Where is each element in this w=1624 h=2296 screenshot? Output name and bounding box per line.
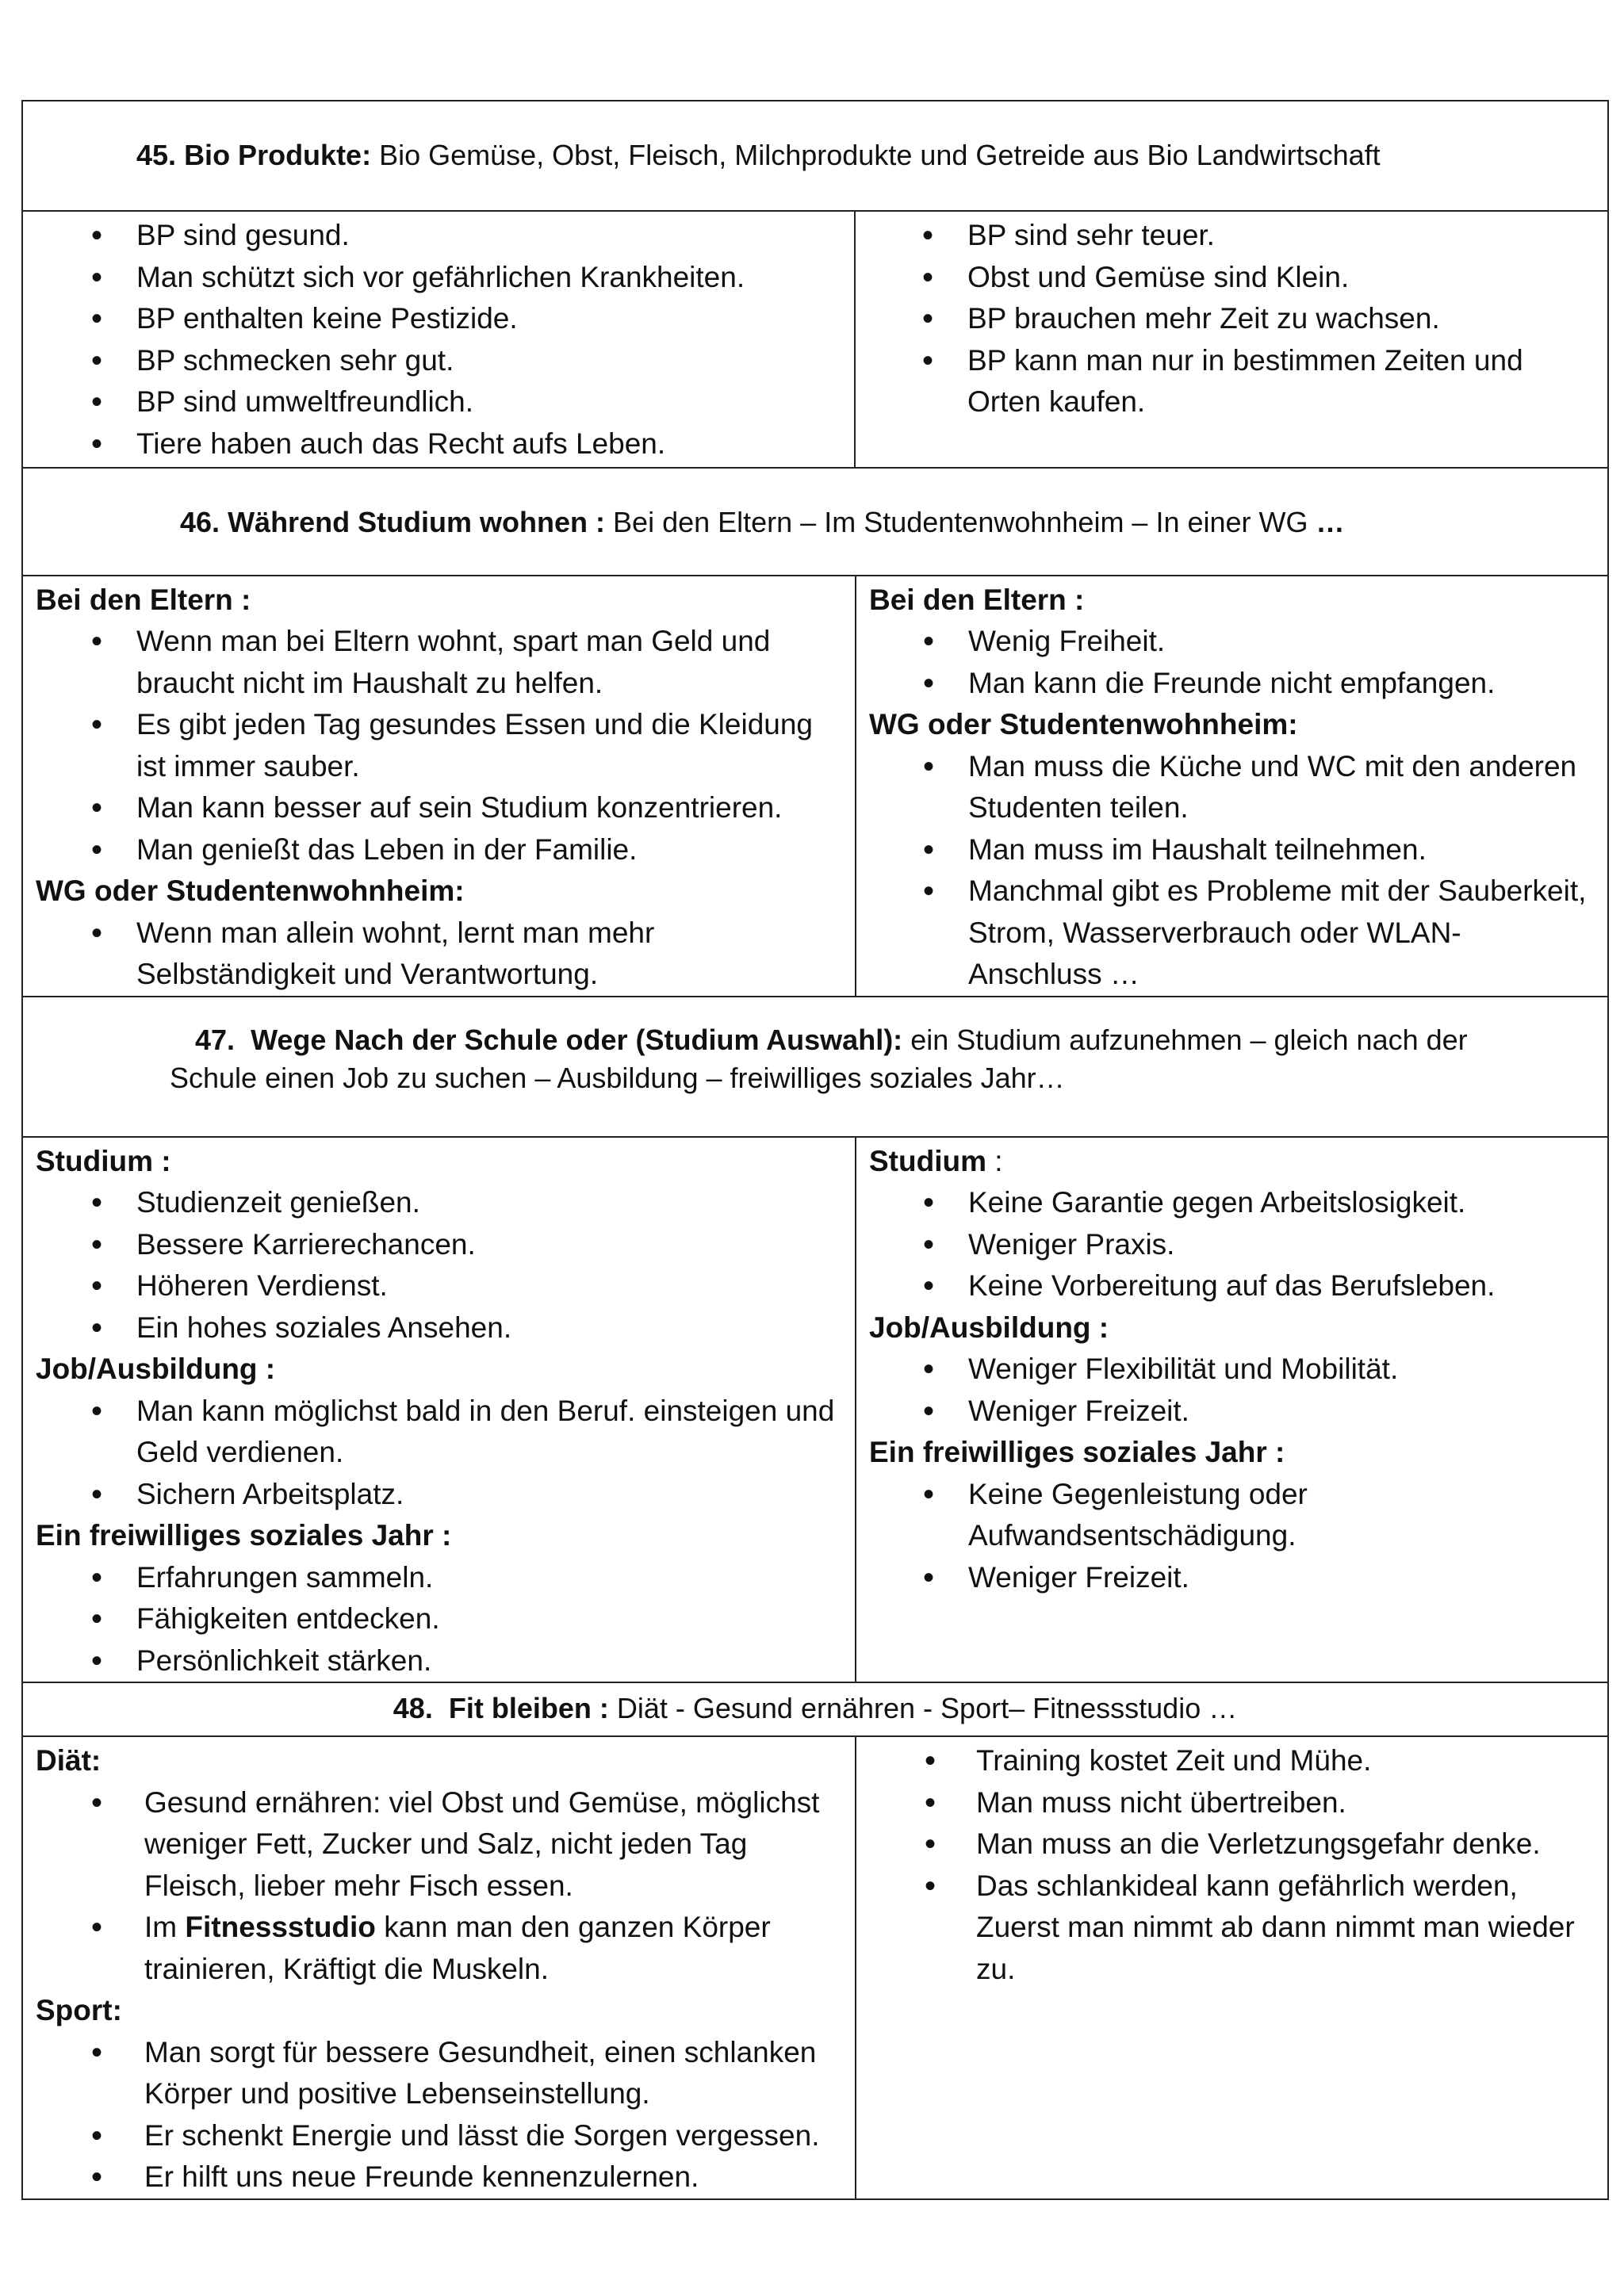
section-46-subtitle-end: … bbox=[1316, 505, 1345, 538]
list-item: • Fähigkeiten entdecken. bbox=[36, 1598, 842, 1640]
section-48-subtitle: Diät - Gesund ernähren - Sport– Fitnessstudio … bbox=[608, 1692, 1238, 1724]
section-45-heading-row bbox=[22, 101, 1608, 211]
group-heading: Bei den Eltern : bbox=[869, 583, 1085, 616]
section-47-cons bbox=[856, 1137, 1608, 1683]
list-item: • Studienzeit genießen. bbox=[36, 1182, 842, 1224]
section-47-pros-list-3 bbox=[36, 1557, 842, 1682]
section-48-cons bbox=[856, 1736, 1608, 2199]
list-item: • Das schlankideal kann gefährlich werden, Zuerst man nimmt ab dann nimmt man wieder zu. bbox=[869, 1866, 1595, 1991]
group-heading: Diät: bbox=[36, 1744, 102, 1777]
list-item: • Man muss im Haushalt teilnehmen. bbox=[869, 829, 1595, 871]
list-item: • Weniger Freizeit. bbox=[869, 1557, 1595, 1599]
list-item: • BP sind gesund. bbox=[36, 215, 841, 257]
list-item: • Es gibt jeden Tag gesundes Essen und die Kleidung ist immer sauber. bbox=[36, 704, 842, 787]
section-47-pros-list-1 bbox=[36, 1182, 842, 1349]
pros-cons-table bbox=[21, 100, 1609, 469]
section-45-number: 45. bbox=[136, 139, 177, 171]
section-48-heading bbox=[22, 1682, 1608, 1736]
section-47-subtitle: ein Studium aufzunehmen – gleich nach der Schule einen Job zu suchen – Ausbildung – freiwilliges soziales Jahr… bbox=[170, 1023, 1468, 1094]
section-46-cons-list-1 bbox=[869, 621, 1595, 704]
section-47-pros bbox=[22, 1137, 856, 1683]
section-48-heading-row bbox=[22, 1682, 1608, 1736]
section-48-pros bbox=[22, 1736, 856, 2199]
list-item: • Man genießt das Leben in der Familie. bbox=[36, 829, 842, 871]
list-item: • Manchmal gibt es Probleme mit der Sauberkeit, Strom, Wasserverbrauch oder WLAN-Anschluss … bbox=[869, 871, 1595, 996]
list-item: • Keine Gegenleistung oder Aufwandsentschädigung. bbox=[869, 1474, 1595, 1557]
list-item: • Obst und Gemüse sind Klein. bbox=[868, 257, 1595, 299]
section-46-pros-list-2 bbox=[36, 913, 842, 996]
group-heading: Job/Ausbildung : bbox=[36, 1353, 276, 1385]
list-item: • Man kann die Freunde nicht empfangen. bbox=[869, 663, 1595, 705]
group-heading bbox=[869, 1141, 1595, 1183]
section-45-cons-list bbox=[868, 215, 1595, 423]
list-item: • BP sind sehr teuer. bbox=[868, 215, 1595, 257]
list-item: • Höheren Verdienst. bbox=[36, 1265, 842, 1307]
list-item: • Wenn man bei Eltern wohnt, spart man Geld und braucht nicht im Haushalt zu helfen. bbox=[36, 621, 842, 704]
group-heading: Job/Ausbildung : bbox=[869, 1311, 1109, 1344]
list-item: • Erfahrungen sammeln. bbox=[36, 1557, 842, 1599]
list-item: • Bessere Karrierechancen. bbox=[36, 1224, 842, 1266]
list-item: • Weniger Flexibilität und Mobilität. bbox=[869, 1349, 1595, 1391]
list-item: • Persönlichkeit stärken. bbox=[36, 1640, 842, 1682]
section-46-content-row bbox=[22, 576, 1608, 997]
section-48-pros-list-2 bbox=[36, 2032, 842, 2198]
section-46-cons bbox=[856, 576, 1608, 997]
list-item-fitnessstudio bbox=[36, 1907, 842, 1990]
list-item: • Ein hohes soziales Ansehen. bbox=[36, 1307, 842, 1349]
section-46-subtitle: Bei den Eltern – Im Studentenwohnheim – In einer WG bbox=[605, 505, 1316, 538]
section-47-cons-list-2 bbox=[869, 1349, 1595, 1432]
group-heading: Studium : bbox=[36, 1144, 171, 1177]
list-item: • BP kann man nur in bestimmen Zeiten und Orten kaufen. bbox=[868, 340, 1595, 423]
list-item: • Wenig Freiheit. bbox=[869, 621, 1595, 663]
list-item: • Sichern Arbeitsplatz. bbox=[36, 1474, 842, 1516]
section-46-cons-list-2 bbox=[869, 746, 1595, 996]
section-47-heading bbox=[22, 997, 1608, 1137]
section-47-title: Wege Nach der Schule oder (Studium Auswahl): bbox=[251, 1023, 903, 1056]
section-47-cons-list-3 bbox=[869, 1474, 1595, 1599]
section-45-title: Bio Produkte: bbox=[184, 139, 372, 171]
item-text: kann man den ganzen Körper trainieren, Kräftigt die Muskeln. bbox=[144, 1911, 771, 1985]
group-heading: Sport: bbox=[36, 1994, 122, 2026]
section-47-pros-list-2 bbox=[36, 1391, 842, 1516]
group-heading: WG oder Studentenwohnheim: bbox=[869, 708, 1298, 740]
list-item: • BP sind umweltfreundlich. bbox=[36, 381, 841, 423]
list-item: • Man muss an die Verletzungsgefahr denke. bbox=[869, 1823, 1595, 1866]
group-heading: Ein freiwilliges soziales Jahr : bbox=[36, 1519, 452, 1552]
list-item: • Training kostet Zeit und Mühe. bbox=[869, 1740, 1595, 1782]
section-46-heading-row bbox=[22, 468, 1608, 576]
section-47-number: 47. bbox=[195, 1023, 236, 1056]
item-bold-text: Fitnessstudio bbox=[185, 1911, 376, 1943]
section-47-content-row bbox=[22, 1137, 1608, 1683]
group-heading: Bei den Eltern : bbox=[36, 583, 251, 616]
list-item: • BP brauchen mehr Zeit zu wachsen. bbox=[868, 298, 1595, 340]
group-heading: Ein freiwilliges soziales Jahr : bbox=[869, 1436, 1285, 1468]
section-45-heading bbox=[22, 101, 1608, 211]
section-48-cons-list bbox=[869, 1740, 1595, 1990]
list-item: • Man muss nicht übertreiben. bbox=[869, 1782, 1595, 1824]
list-item: • Man kann möglichst bald in den Beruf. einsteigen und Geld verdienen. bbox=[36, 1391, 842, 1474]
list-item: • Er schenkt Energie und lässt die Sorgen vergessen. bbox=[36, 2115, 842, 2157]
list-item: • Gesund ernähren: viel Obst und Gemüse, möglichst weniger Fett, Zucker und Salz, nicht jeden Tag Fleisch, lieber mehr Fisch essen. bbox=[36, 1782, 842, 1908]
section-45-subtitle: Bio Gemüse, Obst, Fleisch, Milchprodukte und Getreide aus Bio Landwirtschaft bbox=[371, 139, 1381, 171]
section-46-pros bbox=[22, 576, 856, 997]
section-48-title: Fit bleiben : bbox=[448, 1692, 609, 1724]
group-heading: WG oder Studentenwohnheim: bbox=[36, 874, 465, 907]
section-46-number: 46. bbox=[180, 505, 220, 538]
document-page bbox=[21, 100, 1607, 2200]
group-heading-colon: : bbox=[986, 1144, 1003, 1177]
list-item: • Wenn man allein wohnt, lernt man mehr Selbständigkeit und Verantwortung. bbox=[36, 913, 842, 996]
section-45-cons bbox=[855, 211, 1608, 468]
section-47-cons-list-1 bbox=[869, 1182, 1595, 1307]
list-item: • Man muss die Küche und WC mit den anderen Studenten teilen. bbox=[869, 746, 1595, 829]
section-48-content-row bbox=[22, 1736, 1608, 2199]
list-item: • Weniger Praxis. bbox=[869, 1224, 1595, 1266]
section-48-number: 48. bbox=[393, 1692, 433, 1724]
section-46-heading bbox=[22, 468, 1608, 576]
list-item: • Keine Vorbereitung auf das Berufsleben. bbox=[869, 1265, 1595, 1307]
list-item: • Man schützt sich vor gefährlichen Krankheiten. bbox=[36, 257, 841, 299]
list-item: • Weniger Freizeit. bbox=[869, 1391, 1595, 1433]
list-item: • Er hilft uns neue Freunde kennenzulernen. bbox=[36, 2156, 842, 2198]
item-text: Im bbox=[144, 1911, 186, 1943]
section-47-heading-row bbox=[22, 997, 1608, 1137]
section-46-pros-list-1 bbox=[36, 621, 842, 871]
list-item: • Keine Garantie gegen Arbeitslosigkeit. bbox=[869, 1182, 1595, 1224]
pros-cons-table-2 bbox=[21, 467, 1609, 2200]
section-45-pros-list bbox=[36, 215, 841, 465]
section-48-pros-list-1 bbox=[36, 1782, 842, 1991]
list-item: • Man kann besser auf sein Studium konzentrieren. bbox=[36, 787, 842, 829]
list-item: • BP schmecken sehr gut. bbox=[36, 340, 841, 382]
list-item: • BP enthalten keine Pestizide. bbox=[36, 298, 841, 340]
section-46-title: Während Studium wohnen : bbox=[228, 505, 606, 538]
section-45-pros bbox=[22, 211, 855, 468]
list-item: • Man sorgt für bessere Gesundheit, einen schlanken Körper und positive Lebenseinstellung. bbox=[36, 2032, 842, 2115]
list-item: • Tiere haben auch das Recht aufs Leben. bbox=[36, 423, 841, 465]
section-45-content-row bbox=[22, 211, 1608, 468]
group-heading-text: Studium bbox=[869, 1144, 986, 1177]
